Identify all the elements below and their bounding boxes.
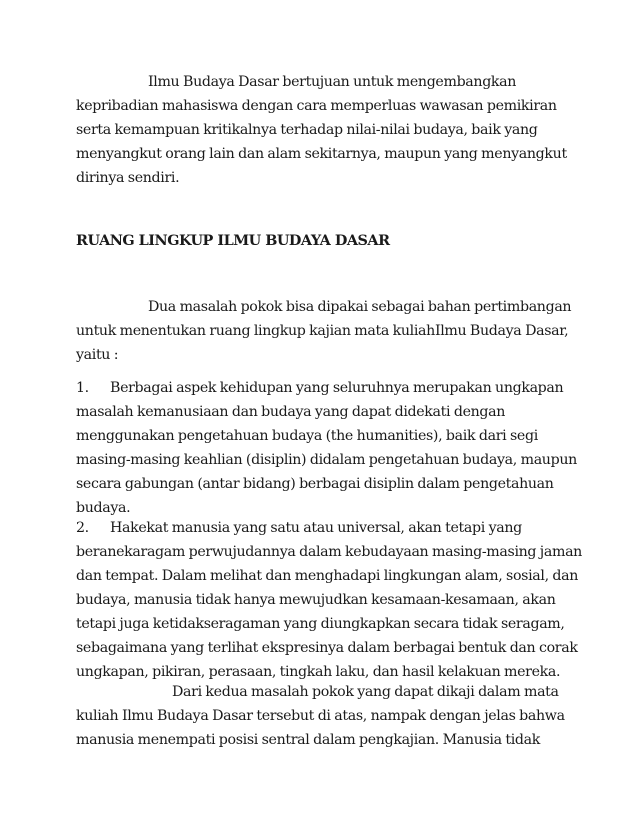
list-item-line: ungkapan, pikiran, perasaan, tingkah laku, dan hasil kelakuan mereka. — [76, 664, 561, 680]
list-item-line: secara gabungan (antar bidang) berbagai disiplin dalam pengetahuan — [76, 476, 554, 492]
paragraph-line: kepribadian mahasiswa dengan cara memperluas wawasan pemikiran — [76, 98, 557, 114]
list-item-first-line — [76, 518, 522, 538]
section-heading: RUANG LINGKUP ILMU BUDAYA DASAR — [76, 232, 390, 249]
paragraph-line: dirinya sendiri. — [76, 170, 180, 186]
list-item-line: beranekaragam perwujudannya dalam kebudayaan masing-masing jaman — [76, 544, 582, 560]
list-item-line: budaya. — [76, 500, 131, 516]
paragraph-line: kuliah Ilmu Budaya Dasar tersebut di atas, nampak dengan jelas bahwa — [76, 708, 565, 724]
list-item-first-line — [76, 378, 563, 398]
paragraph-line: manusia menempati posisi sentral dalam pengkajian. Manusia tidak — [76, 732, 540, 748]
paragraph-line: Ilmu Budaya Dasar bertujuan untuk mengembangkan — [148, 74, 517, 90]
list-item-line: tetapi juga ketidakseragaman yang diungkapkan secara tidak seragam, — [76, 616, 565, 632]
list-item-line: budaya, manusia tidak hanya mewujudkan kesamaan-kesamaan, akan — [76, 592, 556, 608]
list-item-text: Hakekat manusia yang satu atau universal, akan tetapi yang — [110, 520, 522, 536]
paragraph-line: menyangkut orang lain dan alam sekitarnya, maupun yang menyangkut — [76, 146, 567, 162]
list-item-number: 1. — [76, 380, 89, 396]
list-item-line: dan tempat. Dalam melihat dan menghadapi lingkungan alam, sosial, dan — [76, 568, 579, 584]
list-item-text: Berbagai aspek kehidupan yang seluruhnya merupakan ungkapan — [110, 380, 564, 396]
list-item-line: menggunakan pengetahuan budaya (the humanities), baik dari segi — [76, 428, 538, 444]
paragraph-line: Dua masalah pokok bisa dipakai sebagai bahan pertimbangan — [148, 299, 572, 315]
paragraph-line: serta kemampuan kritikalnya terhadap nilai-nilai budaya, baik yang — [76, 122, 538, 138]
paragraph-line: yaitu : — [76, 347, 119, 363]
list-item-line: masing-masing keahlian (disiplin) didalam pengetahuan budaya, maupun — [76, 452, 577, 468]
list-item-line: sebagaimana yang terlihat ekspresinya dalam berbagai bentuk dan corak — [76, 640, 578, 656]
list-item-number: 2. — [76, 520, 89, 536]
paragraph-line: untuk menentukan ruang lingkup kajian mata kuliahIlmu Budaya Dasar, — [76, 323, 569, 339]
paragraph-line: Dari kedua masalah pokok yang dapat dikaji dalam mata — [172, 684, 559, 700]
list-item-line: masalah kemanusiaan dan budaya yang dapat didekati dengan — [76, 404, 506, 420]
